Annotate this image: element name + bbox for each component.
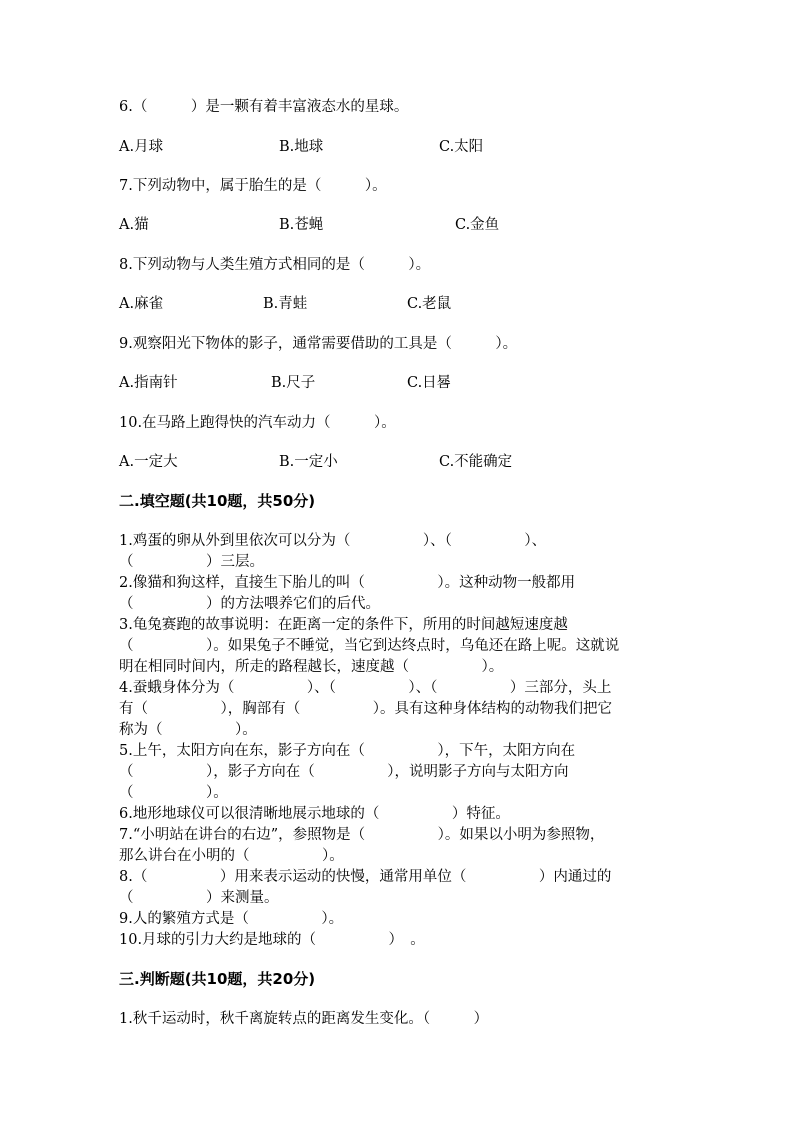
judge-line: 1.秋千运动时，秋千离旋转点的距离发生变化。（ ）: [119, 1011, 489, 1027]
question-6-option-c: C.太阳: [439, 139, 484, 155]
question-10-stem: 10.在马路上跑得快的汽车动力（ ）。: [119, 415, 396, 431]
fill-blank-line: 1.鸡蛋的卵从外到里依次可以分为（ ）、（ ）、: [119, 533, 547, 549]
question-9-option-a: A.指南针: [119, 375, 178, 391]
question-7-option-c: C.金鱼: [455, 217, 500, 233]
question-6-option-a: A.月球: [119, 139, 164, 155]
section-2-title: 二.填空题(共10题，共50分): [119, 492, 316, 510]
question-10-option-b: B.一定小: [279, 454, 338, 470]
fill-blank-line: 7.“小明站在讲台的右边”，参照物是（ ）。如果以小明为参照物，: [119, 827, 605, 843]
question-7-option-b: B.苍蝇: [279, 217, 324, 233]
fill-blank-line: 称为（ ）。: [119, 722, 257, 738]
fill-blank-line: 3.龟兔赛跑的故事说明：在距离一定的条件下，所用的时间越短速度越: [119, 617, 568, 633]
fill-blank-line: 5.上午，太阳方向在东，影子方向在（ ），下午，太阳方向在: [119, 743, 576, 759]
question-10-option-a: A.一定大: [119, 454, 178, 470]
fill-blank-line: （ ）三层。: [119, 554, 264, 570]
question-9-option-b: B.尺子: [271, 375, 316, 391]
fill-blank-line: 2.像猫和狗这样，直接生下胎儿的叫（ ）。这种动物一般都用: [119, 575, 576, 591]
fill-blank-line: （ ）来测量。: [119, 890, 279, 906]
question-9-stem: 9.观察阳光下物体的影子，通常需要借助的工具是（ ）。: [119, 336, 518, 352]
question-6-stem: 6.（ ）是一颗有着丰富液态水的星球。: [119, 99, 409, 115]
section-3-title: 三.判断题(共10题，共20分): [119, 970, 316, 988]
fill-blank-line: 9.人的繁殖方式是（ ）。: [119, 911, 344, 927]
fill-blank-line: 8.（ ）用来表示运动的快慢，通常用单位（ ）内通过的: [119, 869, 612, 885]
fill-blank-line: 10.月球的引力大约是地球的（ ） 。: [119, 932, 425, 948]
question-6-option-b: B.地球: [279, 139, 324, 155]
fill-blank-line: （ ）。: [119, 785, 228, 801]
question-10-option-c: C.不能确定: [439, 454, 513, 470]
fill-blank-line: 有（ ），胸部有（ ）。具有这种身体结构的动物我们把它: [119, 701, 612, 717]
fill-blank-line: 6.地形地球仪可以很清晰地展示地球的（ ）特征。: [119, 806, 510, 822]
fill-blank-line: （ ）。如果兔子不睡觉，当它到达终点时，乌龟还在路上呢。这就说: [119, 638, 620, 654]
question-8-option-b: B.青蛙: [263, 296, 308, 312]
question-8-option-a: A.麻雀: [119, 296, 164, 312]
fill-blank-line: （ ），影子方向在（ ），说明影子方向与太阳方向: [119, 764, 569, 780]
question-7-stem: 7.下列动物中，属于胎生的是（ ）。: [119, 178, 387, 194]
fill-blank-line: 那么讲台在小明的（ ）。: [119, 848, 344, 864]
question-7-option-a: A.猫: [119, 217, 149, 233]
question-9-option-c: C.日晷: [407, 375, 452, 391]
fill-blank-line: 4.蚕蛾身体分为（ ）、（ ）、（ ）三部分，头上: [119, 680, 612, 696]
fill-blank-line: 明在相同时间内，所走的路程越长，速度越（ ）。: [119, 659, 504, 675]
question-8-option-c: C.老鼠: [407, 296, 452, 312]
fill-blank-line: （ ）的方法喂养它们的后代。: [119, 596, 380, 612]
question-8-stem: 8.下列动物与人类生殖方式相同的是（ ）。: [119, 257, 431, 273]
